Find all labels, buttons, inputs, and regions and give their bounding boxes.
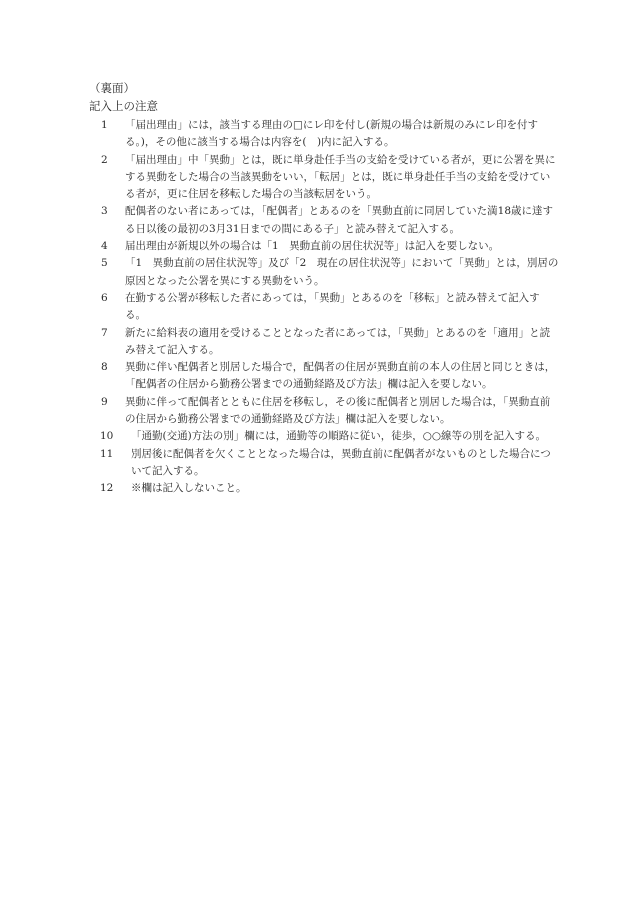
- note-item: [89, 359, 559, 394]
- note-text: 「届出理由」中「異動」とは，既に単身赴任手当の支給を受けている者が，更に公署を異にする異動をした場合の当該異動をいい，「転居」とは，既に単身赴任手当の支給を受けている者が，更に住居を移転した場合の当該転居をいう。: [125, 153, 556, 201]
- note-item: [89, 203, 559, 238]
- note-number: 12: [100, 482, 114, 495]
- side-label: （裏面）: [89, 81, 135, 95]
- note-item: [89, 394, 559, 429]
- note-number: 5: [101, 257, 108, 270]
- note-text: ※欄は記入しないこと。: [131, 482, 247, 495]
- note-text: 在勤する公署が移転した者にあっては，「異動」とあるのを「移転」と読み替えて記入する。: [125, 291, 540, 322]
- note-item: [89, 117, 559, 152]
- note-text: 「届出理由」には，該当する理由の□にレ印を付し(新規の場合は新規のみにレ印を付する。)，その他に該当する場合は内容を( )内に記入する。: [125, 119, 539, 149]
- note-text: 配偶者のない者にあっては，「配偶者」とあるのを「異動直前に同居していた満18歳に達する日以後の最初の3月31日までの間にある子」と読み替えて記入する。: [125, 205, 554, 235]
- section-title: 記入上の注意: [89, 99, 158, 113]
- note-item: [89, 290, 559, 325]
- note-item: [89, 325, 559, 360]
- note-text: 異動に伴って配偶者とともに住居を移転し，その後に配偶者と別居した場合は，「異動直前の住居から勤務公署までの通勤経路及び方法」欄は記入を要しない。: [125, 395, 551, 426]
- note-item: [89, 480, 559, 497]
- note-text: 「通勤(交通)方法の別」欄には，通勤等の順路に従い，徒歩，○○線等の別を記入する。: [131, 430, 547, 443]
- note-text: 別居後に配偶者を欠くこととなった場合は，異動直前に配偶者がないものとした場合について記入する。: [131, 447, 551, 477]
- note-text: 異動に伴い配偶者と別居した場合で，配偶者の住居が異動直前の本人の住居と同じときは，「配偶者の住居から勤務公署までの通勤経路及び方法」欄は記入を要しない。: [125, 361, 556, 391]
- note-text: 新たに給料表の適用を受けることとなった者にあっては，「異動」とあるのを「適用」と読み替えて記入する。: [125, 326, 551, 356]
- note-number: 10: [100, 430, 114, 443]
- notes-list: [89, 117, 559, 498]
- note-number: 3: [101, 205, 108, 218]
- note-number: 4: [101, 240, 108, 253]
- note-number: 1: [101, 119, 108, 131]
- note-item: [89, 152, 559, 204]
- note-number: 8: [101, 361, 108, 374]
- note-item: [89, 428, 559, 445]
- note-item: [89, 446, 559, 481]
- note-text: 届出理由が新規以外の場合は「1 異動直前の居住状況等」は記入を要しない。: [125, 240, 500, 253]
- note-item: [89, 255, 559, 290]
- note-item: [89, 238, 559, 255]
- note-number: 6: [101, 291, 108, 304]
- note-number: 11: [100, 447, 114, 460]
- note-number: 7: [101, 326, 108, 339]
- note-number: 2: [101, 153, 108, 166]
- note-number: 9: [101, 395, 108, 408]
- note-text: 「1 異動直前の居住状況等」及び「2 現在の居住状況等」において「異動」とは，別居の原因となった公署を異にする異動をいう。: [125, 257, 559, 287]
